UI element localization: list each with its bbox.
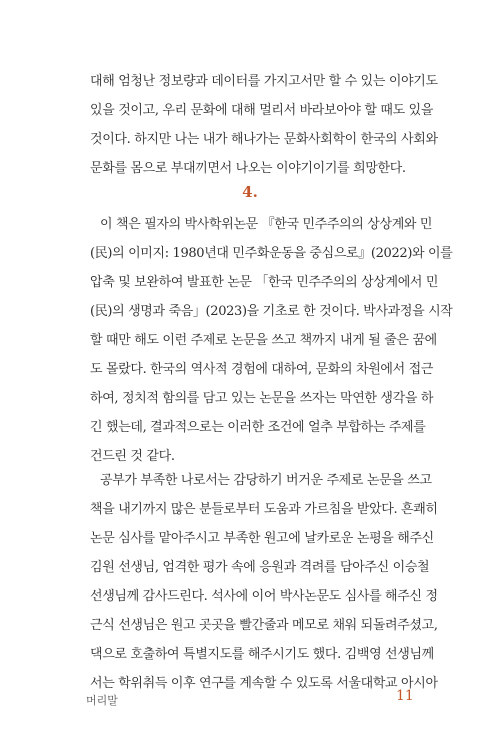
text-line: 서는 학위취득 이후 연구를 계속할 수 있도록 서울대학교 아시아 bbox=[90, 676, 438, 691]
text-line: 댁으로 호출하여 특별지도를 해주시기도 했다. 김백영 선생님께 bbox=[90, 647, 434, 662]
text-line: 긴 했는데, 결과적으로는 이러한 조건에 얼추 부합하는 주제를 bbox=[90, 420, 426, 435]
text-line: 것이다. 하지만 나는 내가 해나가는 문화사회학이 한국의 사회와 bbox=[90, 132, 438, 147]
text-line: 이 책은 필자의 박사학위논문 『한국 민주주의의 상상계와 민 bbox=[100, 217, 433, 232]
text-line: 할 때만 해도 이런 주제로 논문을 쓰고 책까지 내게 될 줄은 꿈에 bbox=[90, 333, 437, 348]
body-paragraph bbox=[90, 466, 438, 698]
text-line: 근식 선생님은 원고 곳곳을 빨간줄과 메모로 채워 되돌려주셨고, bbox=[90, 618, 438, 633]
text-line: 도 몰랐다. 한국의 역사적 경험에 대하여, 문화의 차원에서 접근 bbox=[90, 362, 434, 377]
text-line: 하여, 정치적 함의를 담고 있는 논문을 쓰자는 막연한 생각을 하 bbox=[90, 391, 434, 406]
body-paragraph bbox=[90, 210, 453, 471]
text-line: 건드린 것 같다. bbox=[90, 449, 175, 464]
text-line: 책을 내기까지 많은 분들로부터 도움과 가르침을 받았다. 흔쾌히 bbox=[90, 502, 438, 517]
text-line: 있을 것이고, 우리 문화에 대해 멀리서 바라보아야 할 때도 있을 bbox=[90, 103, 434, 118]
text-line: 대해 엄청난 정보량과 데이터를 가지고서만 할 수 있는 이야기도 bbox=[90, 74, 438, 89]
intro-paragraph bbox=[90, 67, 438, 183]
text-line: 공부가 부족한 나로서는 감당하기 버거운 주제로 논문을 쓰고 bbox=[100, 473, 432, 488]
text-line: 문화를 몸으로 부대끼면서 나오는 이야기이기를 희망한다. bbox=[90, 161, 406, 176]
text-line: 압축 및 보완하여 발표한 논문 「한국 민주주의의 상상계에서 민 bbox=[90, 275, 439, 290]
section-number: 4. bbox=[242, 183, 258, 201]
text-line: 선생님께 감사드린다. 석사에 이어 박사논문도 심사를 해주신 정 bbox=[90, 589, 438, 604]
text-line: 김원 선생님, 엄격한 평가 속에 응원과 격려를 담아주신 이승철 bbox=[90, 560, 430, 575]
text-line: (民)의 이미지: 1980년대 민주화운동을 중심으로』(2022)와 이를 bbox=[90, 246, 453, 261]
running-footer: 머리말 bbox=[86, 694, 118, 707]
text-line: (民)의 생명과 죽음」(2023)을 기초로 한 것이다. 박사과정을 시작 bbox=[90, 304, 453, 319]
text-line: 논문 심사를 맡아주시고 부족한 원고에 날카로운 논평을 해주신 bbox=[90, 531, 434, 546]
page-number: 11 bbox=[396, 688, 414, 704]
